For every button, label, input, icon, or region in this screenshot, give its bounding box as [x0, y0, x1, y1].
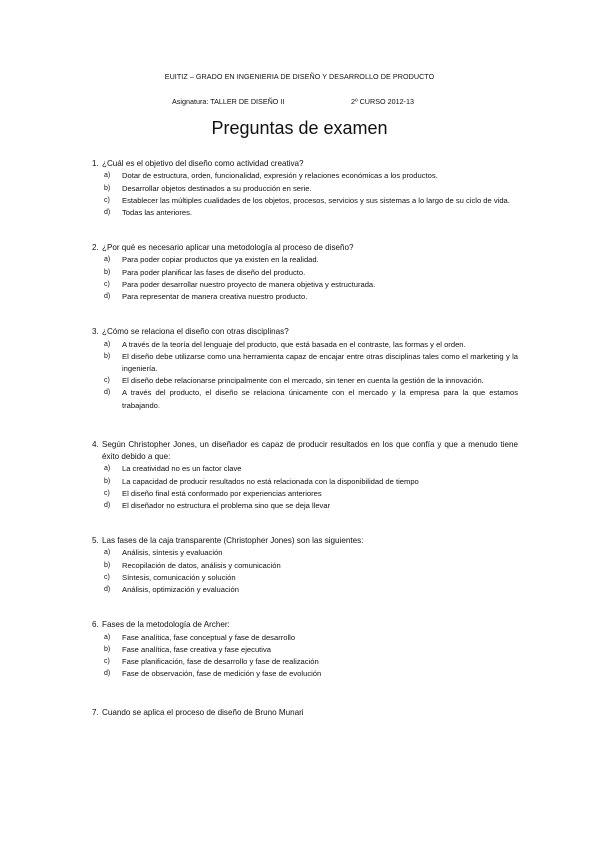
- institution-header: EUITIZ – GRADO EN INGENIERIA DE DISEÑO Y DESARROLLO DE PRODUCTO: [164, 72, 435, 81]
- question-line: [92, 242, 518, 254]
- answer-option: [92, 339, 518, 351]
- question-text: ¿Cuál es el objetivo del diseño como actividad creativa?: [102, 159, 304, 168]
- option-label: c): [104, 377, 110, 385]
- answer-option: [92, 488, 518, 500]
- option-label: c): [104, 489, 110, 497]
- option-label: c): [104, 280, 110, 288]
- option-label: b): [104, 645, 111, 653]
- option-label: b): [104, 184, 111, 192]
- question-4: [92, 439, 518, 512]
- option-label: d): [104, 586, 111, 594]
- option-list: [92, 339, 518, 412]
- option-text: El diseño final está conformado por experiencias anteriores: [122, 488, 322, 498]
- answer-option: [92, 547, 518, 559]
- question-line: [92, 158, 518, 170]
- question-line: [92, 619, 518, 631]
- option-label: d): [104, 208, 111, 216]
- answer-option: [92, 560, 518, 572]
- answer-option: [92, 387, 518, 411]
- question-number: 3.: [92, 327, 99, 337]
- option-label: c): [104, 657, 110, 665]
- option-text: Para poder desarrollar nuestro proyecto de manera objetiva y estructurada.: [122, 279, 376, 289]
- answer-option: [92, 500, 518, 512]
- option-label: d): [104, 670, 111, 678]
- option-label: d): [104, 293, 111, 301]
- option-list: [92, 170, 518, 219]
- question-line: [92, 439, 518, 464]
- question-2: [92, 242, 518, 303]
- option-text: Todas las anteriores.: [122, 207, 193, 217]
- question-1: [92, 158, 518, 219]
- question-3: [92, 326, 518, 412]
- option-text: Para representar de manera creativa nuestro producto.: [122, 292, 308, 302]
- question-number: 6.: [92, 620, 99, 630]
- option-label: a): [104, 633, 111, 641]
- question-5: [92, 535, 518, 596]
- option-text: La creatividad no es un factor clave: [122, 464, 242, 474]
- question-text: Las fases de la caja transparente (Christopher Jones) son las siguientes:: [102, 536, 364, 546]
- option-label: a): [104, 549, 111, 557]
- option-text: Establecer las múltiples cualidades de los objetos, procesos, servicios y sus sistemas a lo largo de su ciclo de vida.: [122, 195, 510, 205]
- question-line: [92, 707, 518, 719]
- option-text: Para poder copiar productos que ya existen en la realidad.: [122, 255, 319, 265]
- option-label: c): [104, 573, 110, 581]
- option-label: a): [104, 340, 111, 348]
- option-text: Análisis, síntesis y evaluación: [122, 548, 223, 558]
- answer-option: [92, 632, 518, 644]
- option-label: b): [104, 352, 111, 360]
- option-text: Fase planificación, fase de desarrollo y fase de realización: [122, 656, 319, 666]
- option-list: [92, 254, 518, 303]
- answer-option: [92, 254, 518, 266]
- option-text: Desarrollar objetos destinados a su producción en serie.: [122, 183, 312, 193]
- answer-option: [92, 183, 518, 195]
- question-line: [92, 326, 518, 338]
- question-text: Fases de la metodología de Archer:: [102, 620, 230, 630]
- question-text: ¿Cómo se relaciona el diseño con otras disciplinas?: [102, 327, 289, 337]
- subject-label: Asignatura: TALLER DE DISEÑO II: [172, 97, 285, 106]
- question-number: 7.: [92, 708, 99, 718]
- option-label: c): [104, 196, 110, 204]
- question-text: Cuando se aplica el proceso de diseño de Bruno Munari: [102, 708, 304, 718]
- answer-option: [92, 644, 518, 656]
- answer-option: [92, 375, 518, 387]
- option-label: d): [104, 501, 111, 509]
- page-title: Preguntas de examen: [211, 118, 388, 138]
- option-list: [92, 547, 518, 596]
- question-number: 5.: [92, 536, 99, 546]
- option-label: a): [104, 256, 111, 264]
- question-7: [92, 707, 518, 719]
- question-6: [92, 619, 518, 680]
- option-label: b): [104, 268, 111, 276]
- option-label: b): [104, 477, 111, 485]
- question-text: ¿Por qué es necesario aplicar una metodología al proceso de diseño?: [102, 243, 354, 253]
- course-label: 2º CURSO 2012-13: [351, 97, 414, 106]
- option-list: [92, 463, 518, 512]
- option-text: Análisis, optimización y evaluación: [122, 585, 239, 595]
- answer-option: [92, 291, 518, 303]
- question-number: 2.: [92, 243, 99, 253]
- option-text: A través del producto, el diseño se relaciona únicamente con el mercado y la empresa para la que estamos trabajando.: [122, 388, 518, 410]
- option-text: El diseño debe relacionarse principalmente con el mercado, sin tener en cuenta la gestión de la innovación.: [122, 376, 484, 386]
- question-text: Según Christopher Jones, un diseñador es capaz de producir resultados en los que confía y que a menudo tiene éxito debido a que:: [102, 439, 518, 462]
- answer-option: [92, 668, 518, 680]
- option-text: El diseñador no estructura el problema sino que se deja llevar: [122, 500, 331, 510]
- option-label: a): [104, 172, 111, 180]
- answer-option: [92, 476, 518, 488]
- option-text: Fase analítica, fase creativa y fase ejecutiva: [122, 644, 271, 654]
- question-number: 1.: [92, 159, 99, 168]
- answer-option: [92, 267, 518, 279]
- question-list: [92, 158, 518, 739]
- option-text: A través de la teoría del lenguaje del producto, que está basada en el contraste, las formas y el orden.: [122, 339, 466, 349]
- answer-option: [92, 195, 518, 207]
- option-text: La capacidad de producir resultados no está relacionada con la disponibilidad de tiempo: [122, 476, 419, 486]
- option-text: Recopilación de datos, análisis y comunicación: [122, 560, 281, 570]
- answer-option: [92, 279, 518, 291]
- answer-option: [92, 170, 518, 182]
- question-line: [92, 535, 518, 547]
- option-label: a): [104, 465, 111, 473]
- answer-option: [92, 584, 518, 596]
- option-text: Fase de observación, fase de medición y fase de evolución: [122, 669, 322, 679]
- answer-option: [92, 351, 518, 375]
- option-text: El diseño debe utilizarse como una herramienta capaz de encajar entre otras disciplinas tales como el marketing y la ingeniería.: [122, 351, 518, 373]
- option-text: Dotar de estructura, orden, funcionalidad, expresión y relaciones económicas a los productos.: [122, 171, 438, 181]
- answer-option: [92, 572, 518, 584]
- option-label: b): [104, 561, 111, 569]
- answer-option: [92, 656, 518, 668]
- question-number: 4.: [92, 439, 99, 449]
- option-text: Para poder planificar las fases de diseño del producto.: [122, 267, 306, 277]
- answer-option: [92, 463, 518, 475]
- option-label: d): [104, 389, 111, 397]
- option-text: Fase analítica, fase conceptual y fase de desarrollo: [122, 632, 296, 642]
- answer-option: [92, 207, 518, 219]
- option-list: [92, 632, 518, 681]
- option-text: Síntesis, comunicación y solución: [122, 572, 236, 582]
